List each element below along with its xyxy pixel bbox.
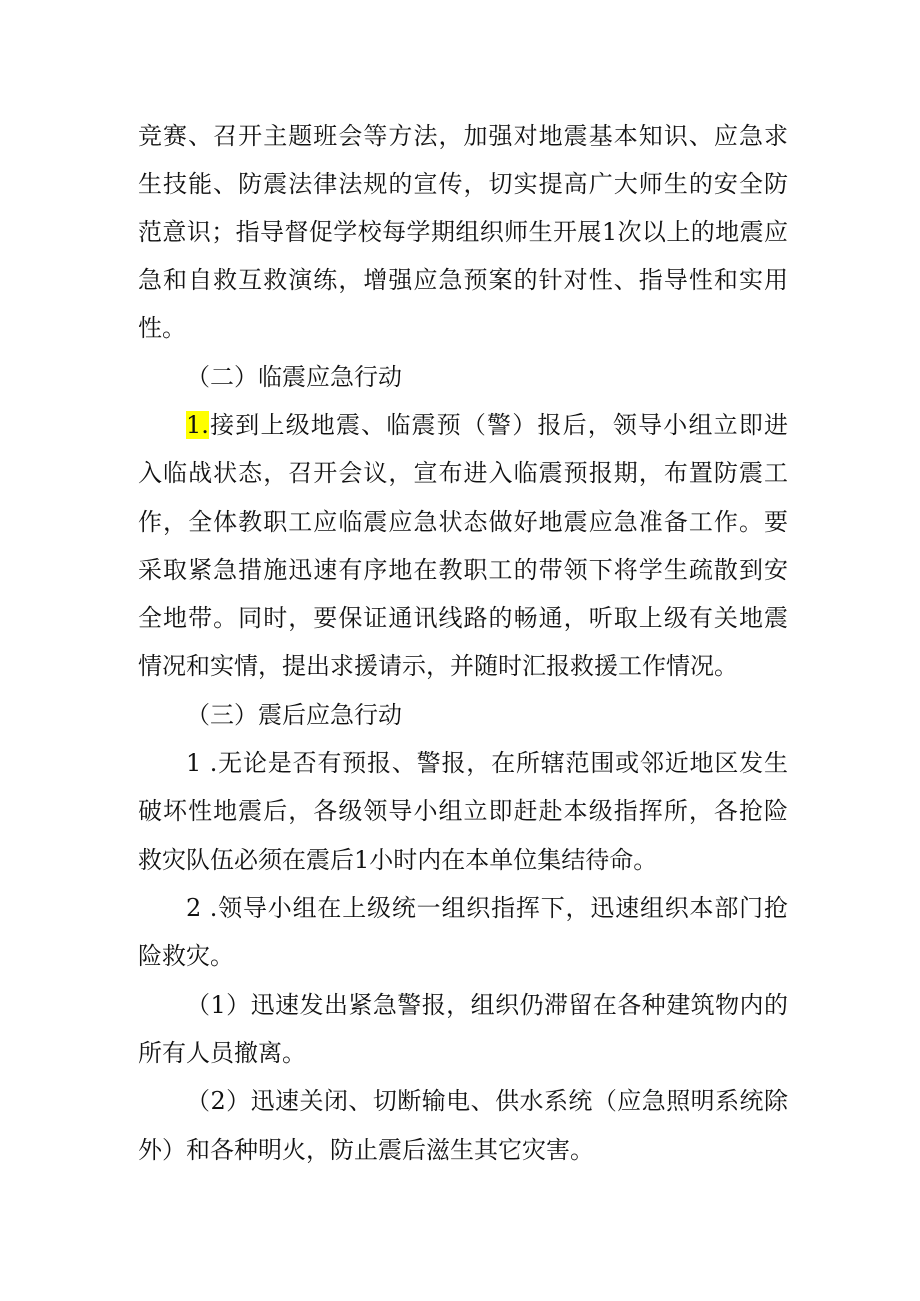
paragraph-line: （2）迅速关闭、切断输电、供水系统（应急照明系统除 [186, 1087, 788, 1115]
paragraph-line: 破坏性地震后，各级领导小组立即赶赴本级指挥所，各抢险 [138, 797, 788, 825]
paragraph-line: 情况和实情，提出求援请示，并随时汇报救援工作情况。 [138, 652, 738, 680]
paragraph-line: 2 .领导小组在上级统一组织指挥下，迅速组织本部门抢 [186, 894, 788, 922]
paragraph-line: 作，全体教职工应临震应急状态做好地震应急准备工作。要 [138, 508, 788, 536]
paragraph-line: 范意识；指导督促学校每学期组织师生开展1次以上的地震应 [138, 218, 788, 246]
paragraph-line: 竞赛、召开主题班会等方法，加强对地震基本知识、应急求 [138, 122, 788, 150]
highlight-mark: 1. [186, 411, 209, 439]
paragraph-line: 入临战状态，召开会议，宣布进入临震预报期，布置防震工 [138, 459, 788, 487]
paragraph-line: 采取紧急措施迅速有序地在教职工的带领下将学生疏散到安 [138, 556, 788, 584]
paragraph-line: 所有人员撤离。 [138, 1039, 306, 1067]
paragraph-line: 救灾队伍必须在震后1小时内在本单位集结待命。 [138, 846, 658, 874]
paragraph-line: 性。 [138, 314, 186, 342]
section-heading: （三）震后应急行动 [186, 701, 402, 729]
paragraph-line: 1 .无论是否有预报、警报，在所辖范围或邻近地区发生 [186, 749, 788, 777]
paragraph-line: （1）迅速发出紧急警报，组织仍滞留在各种建筑物内的 [186, 991, 788, 1019]
paragraph-line: 急和自救互救演练，增强应急预案的针对性、指导性和实用 [138, 266, 788, 294]
paragraph-line: 全地带。同时，要保证通讯线路的畅通，听取上级有关地震 [138, 604, 788, 632]
paragraph-line-text: 接到上级地震、临震预（警）报后，领导小组立即进 [208, 411, 788, 439]
paragraph-line: 生技能、防震法律法规的宣传，切实提高广大师生的安全防 [138, 170, 788, 198]
paragraph-line [186, 407, 788, 443]
paragraph-line: 险救灾。 [138, 942, 234, 970]
section-heading: （二）临震应急行动 [186, 363, 402, 391]
paragraph-line: 外）和各种明火，防止震后滋生其它灾害。 [138, 1136, 594, 1164]
